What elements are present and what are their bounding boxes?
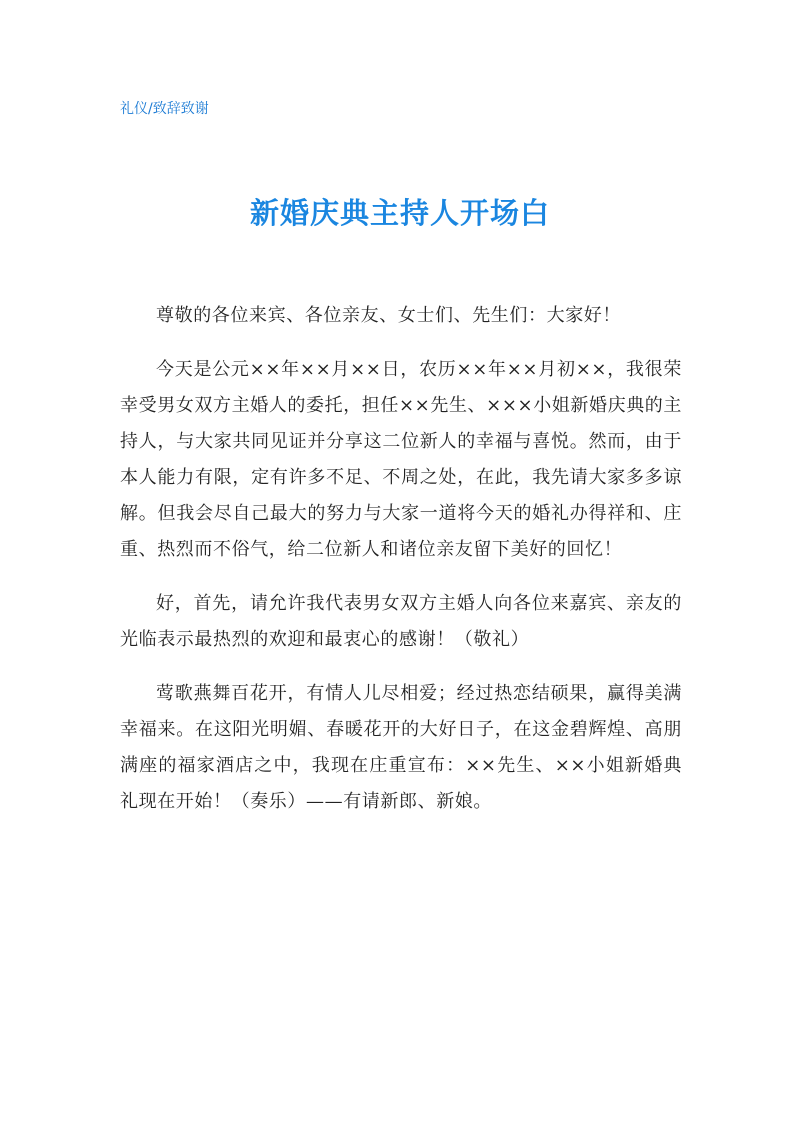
paragraph-ceremony-start: 莺歌燕舞百花开，有情人儿尽相爱；经过热恋结硕果，赢得美满幸福来。在这阳光明媚、春暖花开的大好日子，在这金碧辉煌、高朋满座的福家酒店之中，我现在庄重宣布：××先生、××小姐新婚典礼现在开始！（奏乐）——有请新郎、新娘。 [120,683,682,812]
document-body [120,298,682,838]
paragraph-greeting: 尊敬的各位来宾、各位亲友、女士们、先生们：大家好！ [156,305,621,326]
page-title: 新婚庆典主持人开场白 [249,196,550,230]
paragraph-introduction: 今天是公元××年××月××日，农历××年××月初××，我很荣幸受男女双方主婚人的委托，担任××先生、×××小姐新婚庆典的主持人，与大家共同见证并分享这二位新人的幸福与喜悦。然而，由于本人能力有限，定有许多不足、不周之处，在此，我先请大家多多谅解。但我会尽自己最大的努力与大家一道将今天的婚礼办得祥和、庄重、热烈而不俗气，给二位新人和诸位亲友留下美好的回忆！ [120,359,683,560]
breadcrumb[interactable]: 礼仪/致辞致谢 [120,101,209,117]
paragraph-welcome: 好，首先，请允许我代表男女双方主婚人向各位来嘉宾、亲友的光临表示最热烈的欢迎和最衷心的感谢！（敬礼） [120,593,682,650]
